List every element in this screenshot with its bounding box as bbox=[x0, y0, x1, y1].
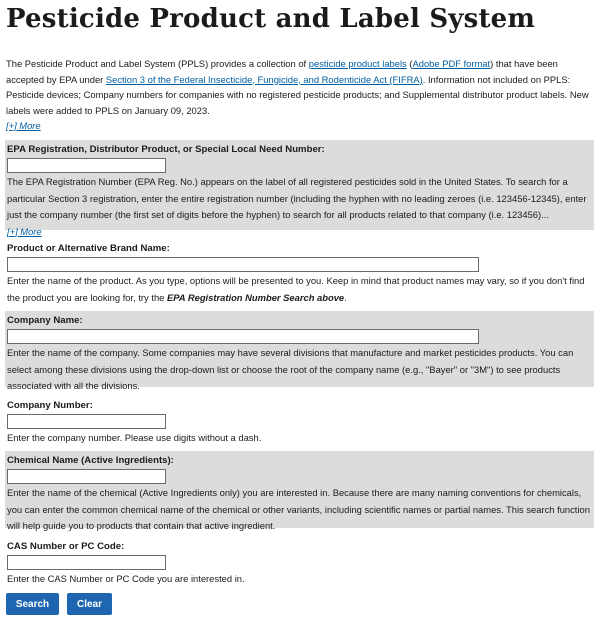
product-name-section bbox=[5, 239, 594, 305]
page-title: Pesticide Product and Label System bbox=[6, 4, 536, 34]
company-name-description: Enter the name of the company. Some companies may have several divisions that manufacture and market pesticides products. You can select among these divisions using the drop-down list or choose the root of the company name (e.g., "Bayer" or "3M") to see products associated with all the divisions. bbox=[7, 347, 574, 391]
clear-button[interactable]: Clear bbox=[67, 593, 112, 615]
company-name-section bbox=[5, 311, 594, 391]
intro-text: ) that have been accepted by EPA under bbox=[6, 58, 558, 85]
epa-search-reference: EPA Registration Number Search above bbox=[167, 291, 345, 303]
intro-paragraph bbox=[6, 56, 594, 134]
company-number-input[interactable] bbox=[7, 414, 166, 429]
company-name-input[interactable] bbox=[7, 329, 479, 344]
pesticide-labels-link[interactable]: pesticide product labels bbox=[308, 58, 407, 69]
product-desc-text: Enter the name of the product. As you type, options will be presented to you. Keep in mind that product names may vary, so if you don't find the product you are looking for, try the bbox=[7, 275, 585, 303]
intro-text: ( bbox=[406, 58, 413, 69]
cas-number-input[interactable] bbox=[7, 555, 166, 570]
cas-number-description: Enter the CAS Number or PC Code you are interested in. bbox=[7, 573, 245, 584]
company-number-label: Company Number: bbox=[7, 400, 93, 411]
search-button[interactable]: Search bbox=[6, 593, 59, 615]
intro-text: . Information not included on PPLS: Pesticide devices; Company numbers for companies with no registered pesticide products; and Supplemental distributor product labels. New labels were added to PPLS on January 09, 2023. bbox=[6, 73, 589, 116]
company-number-description: Enter the company number. Please use digits without a dash. bbox=[7, 432, 262, 443]
cas-number-label: CAS Number or PC Code: bbox=[7, 541, 125, 552]
product-name-label: Product or Alternative Brand Name: bbox=[7, 243, 170, 254]
cas-number-section bbox=[5, 537, 594, 587]
product-name-description bbox=[7, 273, 592, 306]
epa-registration-section bbox=[5, 140, 594, 237]
chemical-name-description: Enter the name of the chemical (Active Ingredients only) you are interested in. Because there are many naming conventions for chemicals, you can enter the common chemical name of the chemical or other variants, including scientific names or partial names. This search function will help guide you to products that contain that active ingredient. bbox=[7, 487, 590, 531]
intro-text: The Pesticide Product and Label System (PPLS) provides a collection of bbox=[6, 58, 309, 69]
fifra-section-link[interactable]: Section 3 of the Federal Insecticide, Fungicide, and Rodenticide Act (FIFRA) bbox=[105, 73, 423, 85]
epa-registration-more-link[interactable]: [+] More bbox=[7, 225, 42, 237]
company-number-section bbox=[5, 396, 594, 446]
epa-registration-input[interactable] bbox=[7, 158, 166, 173]
product-desc-end: . bbox=[344, 291, 347, 303]
epa-registration-label: EPA Registration, Distributor Product, or Special Local Need Number: bbox=[7, 144, 325, 155]
chemical-name-section bbox=[5, 451, 594, 531]
intro-more-link[interactable]: [+] More bbox=[6, 120, 41, 131]
chemical-name-input[interactable] bbox=[7, 469, 166, 484]
product-name-input[interactable] bbox=[7, 257, 479, 272]
epa-registration-description: The EPA Registration Number (EPA Reg. No.) appears on the label of all registered pesticides sold in the United States. To search for a particular Section 3 registration, enter the entire registration number (including the hyphen with no leading zeroes (i.e. 123456-12345), enter just the company number (the first set of digits before the hyphen) to search for all products related to that company (i.e. 123456)... bbox=[7, 176, 587, 220]
chemical-name-label: Chemical Name (Active Ingredients): bbox=[7, 455, 174, 466]
adobe-pdf-link[interactable]: Adobe PDF format bbox=[412, 58, 491, 69]
company-name-label: Company Name: bbox=[7, 315, 83, 326]
